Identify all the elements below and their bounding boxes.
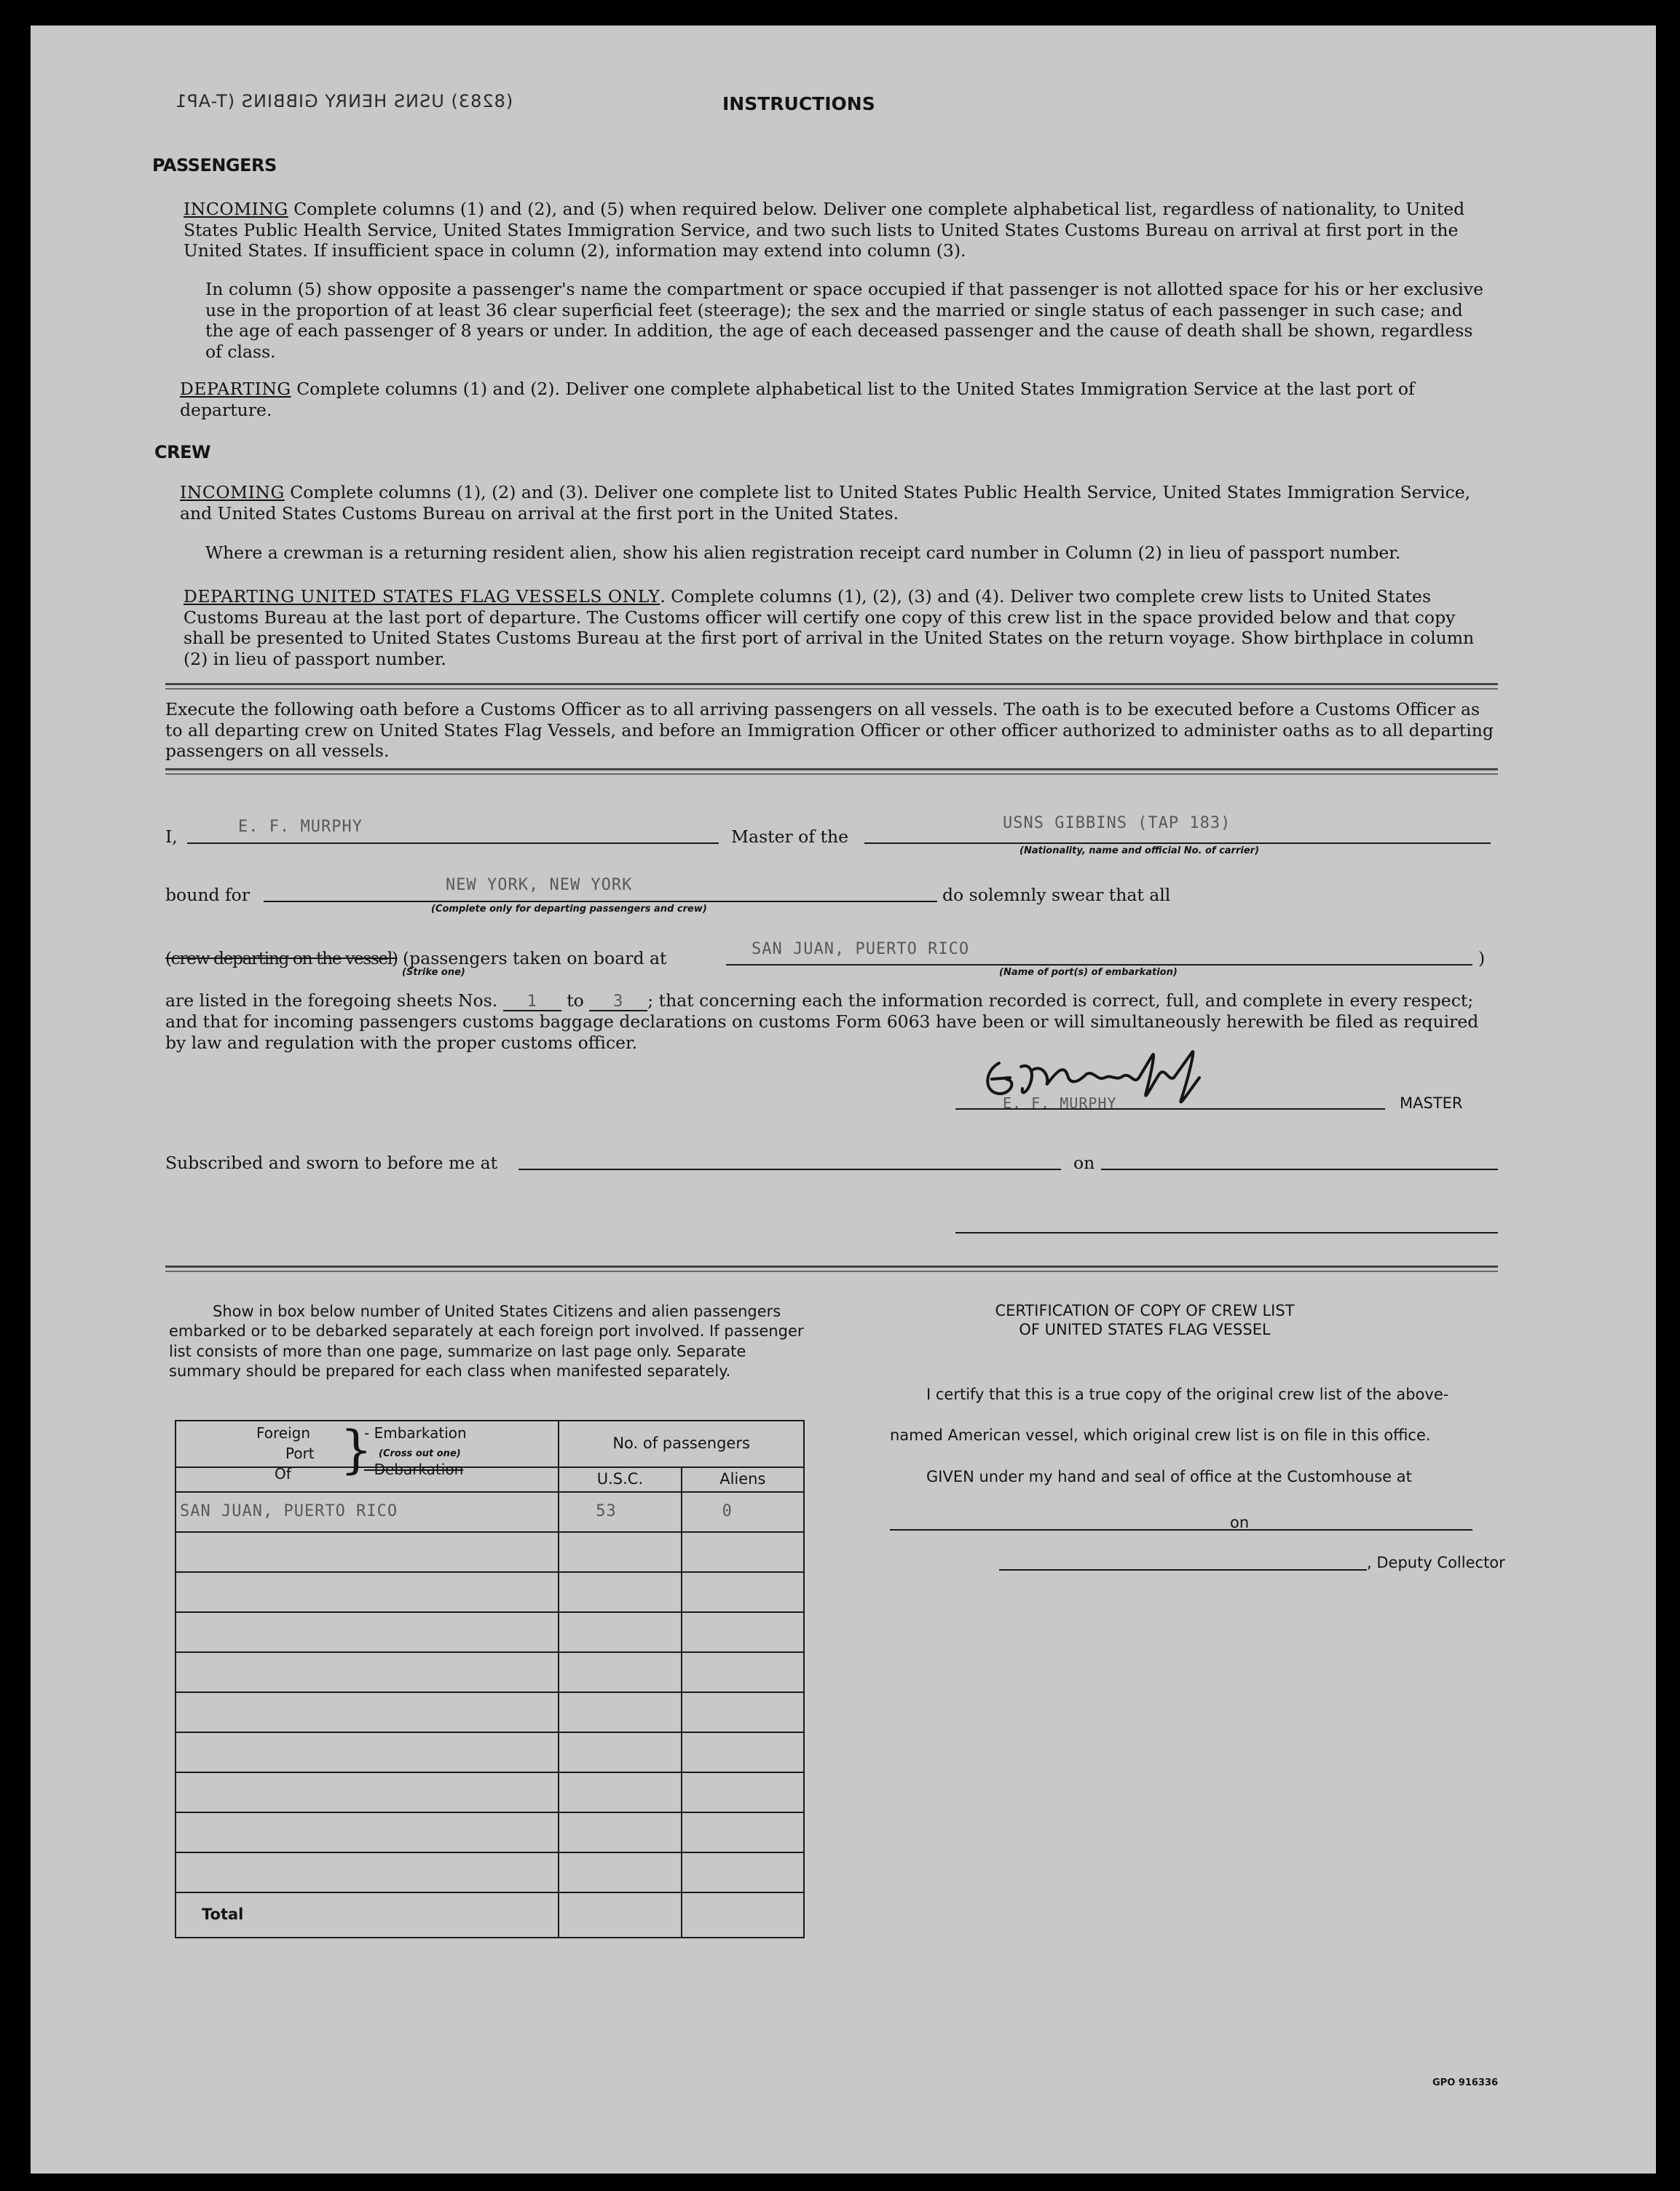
vessel-value: USNS GIBBINS (TAP 183) xyxy=(1003,814,1231,832)
total-usc-cell xyxy=(559,1892,681,1938)
table-row xyxy=(176,1692,804,1732)
passengers-departing-text: Complete columns (1) and (2). Deliver one complete alphabetical list to the United States Immigration Service at the last port of departure. xyxy=(180,379,1415,420)
divider-rule xyxy=(165,768,1498,775)
crew-incoming-paragraph xyxy=(180,482,1494,524)
sheets-paragraph xyxy=(165,990,1498,1053)
subscribed-date-line xyxy=(1101,1169,1498,1170)
sheet-to-value: 3 xyxy=(589,994,647,1011)
summary-instruction: Show in box below number of United States Citizens and alien passengers embarked or to be debarked separately at each foreign port involved. If passenger list consists of more than one page, summarize on last page only. Separate summary should be prepared for each class when manifested separately. xyxy=(169,1303,804,1380)
bound-for-label: bound for xyxy=(165,885,251,905)
crew-departing-text: . Complete columns (1), (2), (3) and (4). Deliver two complete crew lists to United States Customs Bureau at the last port of departure. The Customs officer will certify one copy of this crew list in the space provided below and that copy shall be presented to United States Customs Bureau at the first port of arrival in the United States on the return voyage. Show birthplace in column (2) in lieu of passport number. xyxy=(184,586,1475,669)
empty-cell xyxy=(682,1652,804,1692)
deputy-collector-line xyxy=(999,1569,1367,1571)
crew-heading: CREW xyxy=(154,442,210,462)
oath-i-label: I, xyxy=(165,826,178,847)
master-name-value: E. F. MURPHY xyxy=(238,818,363,836)
table-row xyxy=(176,1652,804,1692)
cert-on-label: on xyxy=(1230,1514,1250,1531)
cert-date-line xyxy=(1254,1529,1472,1531)
empty-cell xyxy=(176,1572,559,1612)
empty-cell xyxy=(176,1652,559,1692)
master-name-line xyxy=(187,842,719,844)
crew-departing-paragraph xyxy=(184,586,1494,670)
col-usc: U.S.C. xyxy=(559,1467,681,1492)
port-value: SAN JUAN, PUERTO RICO xyxy=(752,940,970,958)
table-row xyxy=(176,1732,804,1772)
strike-caption: (Strike one) xyxy=(402,967,465,978)
sheet-from-value: 1 xyxy=(503,994,561,1011)
empty-cell xyxy=(559,1652,681,1692)
crew-passengers-line xyxy=(165,948,666,969)
empty-cell xyxy=(176,1772,559,1812)
certification-title xyxy=(926,1302,1363,1339)
table-row xyxy=(176,1812,804,1852)
port-line xyxy=(726,964,1472,966)
passengers-incoming-paragraph xyxy=(184,199,1494,261)
master-of-label: Master of the xyxy=(731,826,848,847)
table-total-row xyxy=(176,1892,804,1938)
oath-instruction: Execute the following oath before a Customs Officer as to all arriving passengers on all vessels. The oath is to be executed before a Customs Officer as to all departing crew on United States Flag Vessels, and before an Immigration Officer or other officer authorized to administer oaths as to all departing passengers on all vessels. xyxy=(165,699,1494,762)
swear-label: do solemnly swear that all xyxy=(942,885,1171,905)
empty-cell xyxy=(682,1732,804,1772)
col-embarkation: - Embarkation xyxy=(364,1424,467,1442)
signature-typed-name: E. F. MURPHY xyxy=(1003,1094,1117,1112)
crew-incoming-text: Complete columns (1), (2) and (3). Deliver one complete list to United States Public Health Service, United States Immigration Service, and United States Customs Bureau on arrival at the first port in the United States. xyxy=(180,482,1471,524)
table-row xyxy=(176,1572,804,1612)
certification-title-line1: CERTIFICATION OF COPY OF CREW LIST xyxy=(995,1302,1295,1319)
empty-cell xyxy=(559,1772,681,1812)
empty-cell xyxy=(176,1812,559,1852)
col-aliens: Aliens xyxy=(682,1467,804,1492)
bound-for-value: NEW YORK, NEW YORK xyxy=(446,876,633,894)
port-caption: (Name of port(s) of embarkation) xyxy=(999,967,1178,978)
table-row xyxy=(176,1492,804,1532)
customhouse-line xyxy=(890,1529,1254,1531)
empty-cell xyxy=(176,1612,559,1652)
table-row xyxy=(176,1532,804,1572)
total-aliens-cell xyxy=(682,1892,804,1938)
empty-cell xyxy=(559,1732,681,1772)
vessel-caption: (Nationality, name and official No. of carrier) xyxy=(1020,845,1260,856)
empty-cell xyxy=(559,1812,681,1852)
divider-rule xyxy=(165,1266,1498,1272)
passengers-departing-label: DEPARTING xyxy=(180,379,291,399)
form-page xyxy=(31,25,1656,2174)
sheets-suffix: ; that concerning each the information recorded is correct, full, and complete in every respect; and that for incoming passengers customs baggage declarations on customs Form 6063 have been or will simultaneously herewith be filed as required by law and regulation with the proper customs officer. xyxy=(165,990,1479,1053)
crew-departing-struck: (crew departing on the vessel) xyxy=(165,948,398,968)
empty-cell xyxy=(682,1812,804,1852)
passengers-column5-paragraph: In column (5) show opposite a passenger's name the compartment or space occupied if that passenger is not allotted space for his or her exclusive use in the proportion of at least 36 clear superficial feet (steerage); the sex and the married or single status of each passenger in such case; and the age of each passenger of 8 years or under. In addition, the age of each deceased passenger and the cause of death shall be shown, regardless of class. xyxy=(205,279,1483,362)
certify-line2: named American vessel, which original crew list is on file in this office. xyxy=(890,1426,1431,1444)
passengers-incoming-label: INCOMING xyxy=(184,199,288,219)
empty-cell xyxy=(559,1572,681,1612)
mirrored-stamp-text: (8283) USNS HENRY GIBBINS (T-AP1 xyxy=(175,91,513,111)
deputy-collector-label: , Deputy Collector xyxy=(1367,1554,1505,1571)
page-title: INSTRUCTIONS xyxy=(722,93,875,114)
gpo-code: GPO 916336 xyxy=(1432,2077,1499,2088)
row-port: SAN JUAN, PUERTO RICO xyxy=(176,1492,559,1532)
passengers-heading: PASSENGERS xyxy=(152,155,277,175)
sheets-prefix: are listed in the foregoing sheets Nos. xyxy=(165,990,498,1011)
empty-cell xyxy=(682,1572,804,1612)
empty-cell xyxy=(176,1692,559,1732)
empty-cell xyxy=(682,1692,804,1732)
empty-cell xyxy=(682,1852,804,1892)
crew-resident-paragraph: Where a crewman is a returning resident alien, show his alien registration receipt card number in Column (2) in lieu of passport number. xyxy=(205,542,1401,563)
empty-cell xyxy=(176,1852,559,1892)
empty-cell xyxy=(682,1612,804,1652)
empty-cell xyxy=(682,1772,804,1812)
brace-icon: } xyxy=(340,1420,373,1480)
certify-line1: I certify that this is a true copy of the original crew list of the above- xyxy=(926,1386,1449,1403)
col-passengers: No. of passengers xyxy=(559,1421,804,1467)
row-aliens: 0 xyxy=(682,1492,804,1532)
empty-cell xyxy=(559,1532,681,1572)
col-debarkation: - Debarkation xyxy=(364,1461,464,1478)
col-of: Of xyxy=(275,1465,291,1483)
vessel-line xyxy=(864,842,1491,844)
empty-cell xyxy=(682,1532,804,1572)
official-signature-line xyxy=(955,1232,1498,1233)
crew-incoming-label: INCOMING xyxy=(180,482,285,502)
master-label: MASTER xyxy=(1400,1094,1463,1112)
divider-rule xyxy=(165,683,1498,690)
empty-cell xyxy=(559,1692,681,1732)
row-usc: 53 xyxy=(559,1492,681,1532)
col-cross-out: (Cross out one) xyxy=(379,1448,461,1459)
crew-departing-label: DEPARTING UNITED STATES FLAG VESSELS ONLY xyxy=(184,586,660,607)
empty-cell xyxy=(559,1612,681,1652)
to-label: to xyxy=(567,990,584,1011)
col-port: Port xyxy=(285,1445,315,1462)
total-label: Total xyxy=(176,1892,559,1938)
subscribed-place-line xyxy=(518,1169,1061,1170)
passengers-taken-label: (passengers taken on board at xyxy=(403,948,667,968)
passenger-summary-table xyxy=(175,1420,805,1938)
passengers-departing-paragraph xyxy=(180,379,1494,420)
empty-cell xyxy=(559,1852,681,1892)
table-row xyxy=(176,1772,804,1812)
passengers-incoming-text: Complete columns (1) and (2), and (5) when required below. Deliver one complete alphabetical list, regardless of nationality, to United States Public Health Service, United States Immigration Service, and two such lists to United States Customs Bureau on arrival at first port in the United States. If insufficient space in column (2), information may extend into column (3). xyxy=(184,199,1465,261)
subscribed-label: Subscribed and sworn to before me at xyxy=(165,1153,498,1173)
bound-for-line xyxy=(264,901,937,902)
empty-cell xyxy=(176,1732,559,1772)
table-row xyxy=(176,1612,804,1652)
empty-cell xyxy=(176,1532,559,1572)
certification-title-line2: OF UNITED STATES FLAG VESSEL xyxy=(1019,1320,1271,1338)
table-row xyxy=(176,1852,804,1892)
bound-for-caption: (Complete only for departing passengers and crew) xyxy=(431,904,707,915)
header-port-cell xyxy=(176,1420,559,1483)
col-foreign: Foreign xyxy=(256,1424,311,1442)
given-line: GIVEN under my hand and seal of office at the Customhouse at xyxy=(926,1468,1412,1485)
close-paren: ) xyxy=(1478,948,1486,968)
subscribed-on-label: on xyxy=(1073,1153,1095,1173)
